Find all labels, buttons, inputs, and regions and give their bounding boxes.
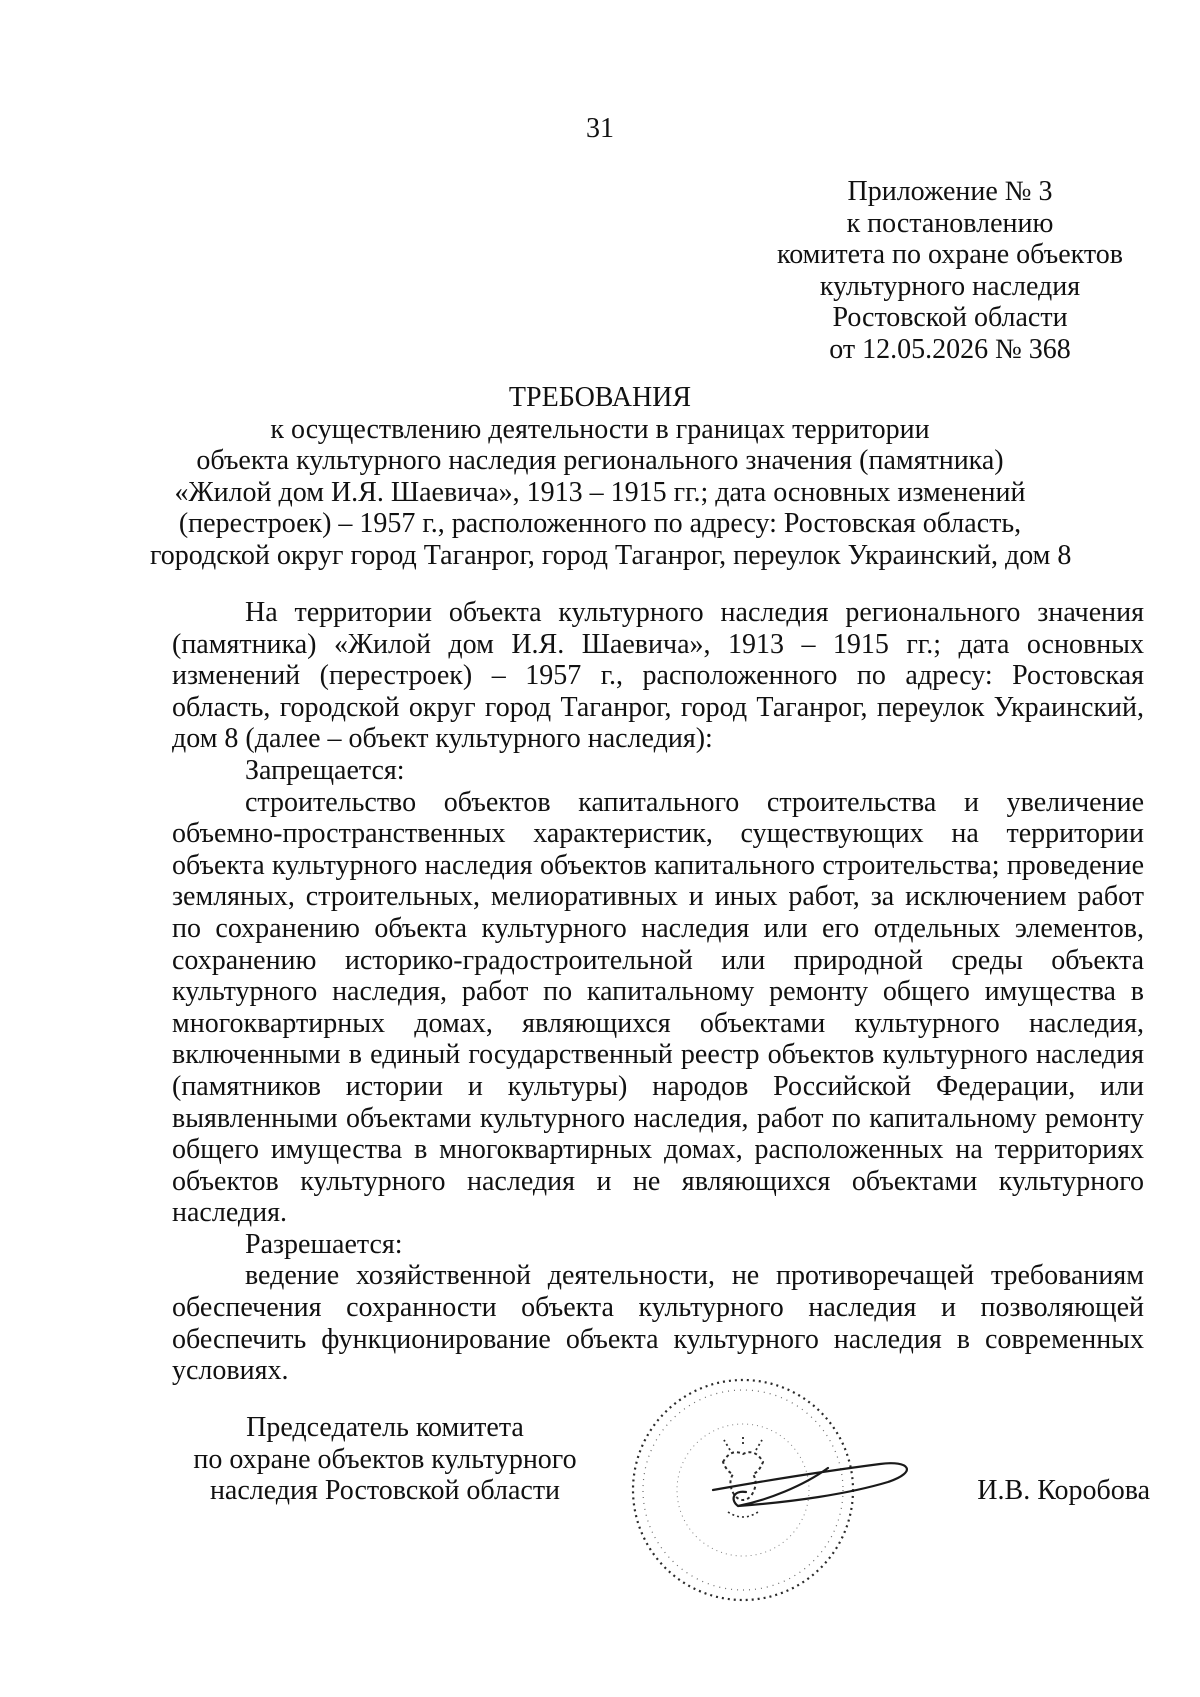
prohibited-paragraph: строительство объектов капитального строительства и увеличение объемно-пространственных характеристик, существующих на территории объекта культурного наследия объектов капитального строительства; проведение земляных, строительных, мелиоративных и иных работ, за исключением работ по сохранению объекта культурного наследия или его отдельных элементов, сохранению историко-градостроительной или природной среды объекта культурного наследия, работ по капитальному ремонту общего имущества в многоквартирных домах, являющихся объектами культурного наследия, включенными в единый государственный реестр объектов культурного наследия (памятников истории и культуры) народов Российской Федерации, или выявленными объектами культурного наследия, работ по капитальному ремонту общего имущества в многоквартирных домах, расположенных на территориях объектов культурного наследия и не являющихся объектами культурного наследия. [172,786,1144,1229]
page-number: 31 [586,113,614,144]
appendix-line: культурного наследия [819,270,1081,302]
title-line: (перестроек) – 1957 г., расположенного по адресу: Ростовская область, [178,508,1022,540]
appendix-line: Ростовской области [832,302,1068,334]
title-line: «Жилой дом И.Я. Шаевича», 1913 – 1915 гг.; дата основных изменений [174,476,1026,508]
appendix-line: Приложение № 3 [847,176,1053,207]
title-heading: ТРЕБОВАНИЯ [508,382,692,413]
signer-position-line: по охране объектов культурного [193,1443,577,1475]
official-seal-icon [618,1372,928,1612]
appendix-reference [740,176,1160,366]
document-title [150,382,1072,572]
signer-position-line: наследия Ростовской области [209,1475,561,1507]
allowed-paragraph: ведение хозяйственной деятельности, не противоречащей требованиям обеспечения сохранности объекта культурного наследия и позволяющей обеспечить функционирование объекта культурного наследия в современных условиях. [172,1260,1144,1387]
title-line: городской округ город Таганрог, город Таганрог, переулок Украинский, дом 8 [150,539,1072,571]
signer-position [150,1412,620,1507]
title-line: к осуществлению деятельности в границах территории [270,413,930,445]
signer-position-line: Председатель комитета [246,1412,524,1443]
appendix-line: комитета по охране объектов [777,239,1123,271]
allowed-heading: Разрешается: [245,1228,403,1260]
document-body [172,597,1144,1387]
appendix-line: от 12.05.2026 № 368 [829,333,1071,365]
appendix-line: к постановлению [846,207,1054,239]
title-line: объекта культурного наследия регионального значения (памятника) [196,445,1004,477]
prohibited-heading: Запрещается: [245,754,405,786]
intro-paragraph: На территории объекта культурного наследия регионального значения (памятника) «Жилой дом И.Я. Шаевича», 1913 – 1915 гг.; дата основных изменений (перестроек) – 1957 г., расположенного по адресу: Ростовская область, городской округ город Таганрог, город Таганрог, переулок Украинский, дом 8 (далее – объект культурного наследия): [172,597,1144,755]
signer-name: И.В. Коробова [977,1475,1150,1506]
